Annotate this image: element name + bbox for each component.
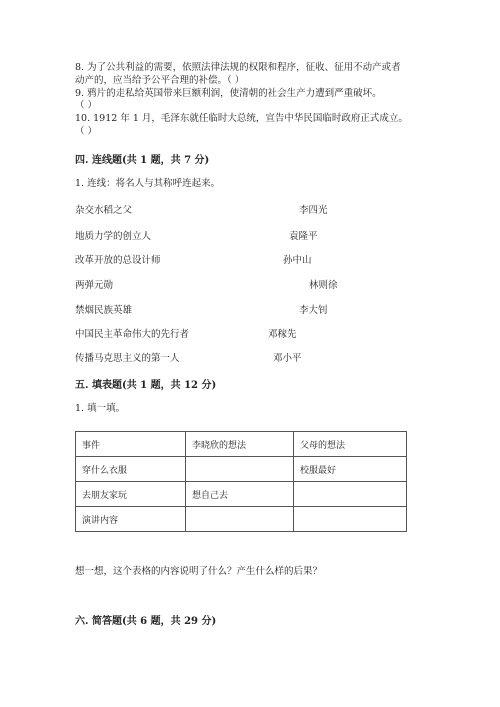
match-right-item: 孙中山 — [283, 255, 312, 266]
match-left-item: 中国民主革命伟大的先行者 — [75, 329, 190, 340]
table-cell — [294, 507, 407, 532]
match-left-item: 杂交水稻之父 — [75, 205, 133, 216]
section-5-heading: 五. 填表题(共 1 题，共 12 分) — [75, 380, 217, 391]
table-row — [76, 432, 407, 457]
match-right-item: 袁隆平 — [289, 231, 318, 242]
match-left-item: 禁烟民族英雄 — [75, 305, 133, 316]
table-row — [76, 482, 407, 507]
table-cell: 想自己去 — [186, 482, 294, 507]
table-cell — [186, 507, 294, 532]
match-right-item: 邓小平 — [273, 353, 302, 364]
question-8-line-1: 8. 为了公共利益的需要，依照法律法规的权限和程序，征收、征用不动产或者 — [75, 62, 401, 73]
match-left-item: 两弹元勋 — [75, 280, 114, 291]
table-row — [76, 507, 407, 532]
question-9-line-1: 9. 鸦片的走私给英国带来巨额利润，使清朝的社会生产力遭到严重破坏。 — [75, 88, 382, 99]
section-5-instruction: 1. 填一填。 — [75, 403, 126, 414]
fill-in-table — [75, 431, 407, 532]
table-header-cell: 事件 — [76, 432, 186, 457]
question-8-line-2: 动产的，应当给予公平合理的补偿。（ ） — [75, 75, 245, 86]
match-right-item: 李四光 — [299, 205, 328, 216]
section-6-heading: 六. 简答题(共 6 题，共 29 分) — [75, 616, 217, 627]
match-right-item: 邓稼先 — [268, 329, 297, 340]
table-header-cell: 李晓欣的想法 — [186, 432, 294, 457]
section-5-question: 想一想，这个表格的内容说明了什么？产生什么样的后果？ — [75, 566, 323, 577]
question-9-line-2: （ ） — [75, 100, 98, 111]
table-cell: 穿什么衣服 — [76, 457, 186, 482]
match-right-item: 林则徐 — [309, 280, 338, 291]
match-right-item: 李大钊 — [299, 305, 328, 316]
section-4-instruction: 1. 连线：将名人与其称呼连起来。 — [75, 178, 221, 189]
match-left-item: 传播马克思主义的第一人 — [75, 353, 180, 364]
table-cell — [186, 457, 294, 482]
question-10-line-1: 10. 1912 年 1 月，毛泽东就任临时大总统，宣告中华民国临时政府正式成立。 — [75, 113, 408, 124]
question-10-line-2: （ ） — [75, 126, 98, 137]
table-cell — [294, 482, 407, 507]
section-4-heading: 四. 连线题(共 1 题，共 7 分) — [75, 155, 210, 166]
table-cell: 校服最好 — [294, 457, 407, 482]
table-cell: 去朋友家玩 — [76, 482, 186, 507]
table-header-cell: 父母的想法 — [294, 432, 407, 457]
match-left-item: 改革开放的总设计师 — [75, 255, 161, 266]
match-left-item: 地质力学的创立人 — [75, 231, 152, 242]
table-cell: 演讲内容 — [76, 507, 186, 532]
table-row — [76, 457, 407, 482]
